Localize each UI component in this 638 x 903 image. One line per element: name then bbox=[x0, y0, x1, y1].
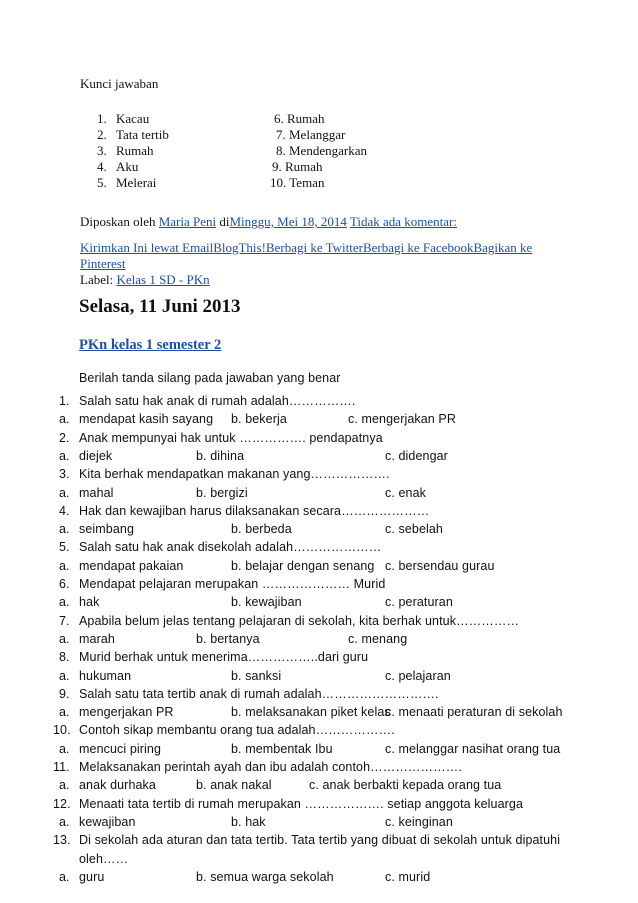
question-text: Salah satu hak anak di rumah adalah……………. bbox=[79, 394, 356, 408]
option-a: mendapat pakaian bbox=[79, 558, 184, 573]
instruction-text: Berilah tanda silang pada jawaban yang benar bbox=[79, 371, 341, 385]
option-a: mengerjakan PR bbox=[79, 705, 174, 720]
key-word: Kacau bbox=[116, 111, 150, 126]
question-text: Contoh sikap membantu orang tua adalah………………. bbox=[79, 723, 395, 738]
question-text: Salah satu hak anak disekolah adalah………………… bbox=[79, 540, 382, 555]
post-date-link[interactable]: Minggu, Mei 18, 2014 bbox=[229, 214, 347, 229]
author-link[interactable]: Maria Peni bbox=[158, 214, 217, 229]
key-right-item: 6. Rumah bbox=[274, 111, 325, 126]
question-number: 4. bbox=[59, 503, 70, 518]
option-letter: a. bbox=[59, 778, 70, 793]
question-number: 12. bbox=[53, 796, 71, 811]
option-letter: a. bbox=[59, 558, 70, 573]
key-num: 1. bbox=[97, 111, 107, 126]
option-letter: a. bbox=[59, 448, 70, 463]
question-number: 10. bbox=[53, 723, 71, 738]
comments-link[interactable]: Tidak ada komentar: bbox=[349, 214, 458, 229]
option-b: b. hak bbox=[231, 814, 266, 829]
option-c: c. peraturan bbox=[385, 595, 453, 610]
option-c: c. murid bbox=[385, 869, 431, 884]
option-c: c. menaati peraturan di sekolah bbox=[385, 705, 563, 720]
option-c: c. didengar bbox=[385, 448, 448, 463]
label-link[interactable]: Kelas 1 SD - PKn bbox=[116, 272, 210, 287]
question-text: Hak dan kewajiban harus dilaksanakan secara………………… bbox=[79, 503, 430, 518]
option-letter: a. bbox=[59, 595, 70, 610]
option-b: b. semua warga sekolah bbox=[196, 869, 334, 884]
key-word: Rumah bbox=[116, 143, 154, 158]
option-letter: a. bbox=[59, 631, 70, 646]
question-number: 3. bbox=[59, 467, 70, 482]
question-number: 1. bbox=[59, 394, 70, 408]
question-text: Anak mempunyai hak untuk ……………. pendapatnya bbox=[79, 430, 383, 445]
option-a: diejek bbox=[79, 448, 113, 463]
post-labels bbox=[80, 272, 210, 288]
option-b: b. belajar dengan senang bbox=[231, 558, 375, 573]
option-a: marah bbox=[79, 631, 115, 646]
option-letter: a. bbox=[59, 741, 70, 756]
option-letter: a. bbox=[59, 705, 70, 720]
question-number: 6. bbox=[59, 577, 70, 591]
key-num: 4. bbox=[97, 159, 107, 174]
option-c: c. sebelah bbox=[385, 522, 443, 537]
option-b: b. membentak Ibu bbox=[231, 741, 333, 756]
date-header: Selasa, 11 Juni 2013 bbox=[79, 296, 241, 317]
question-text: Mendapat pelajaran merupakan ………………… Murid bbox=[79, 577, 386, 591]
key-right-item: 8. Mendengarkan bbox=[276, 143, 367, 158]
option-b: b. sanksi bbox=[231, 668, 282, 683]
question-text: Di sekolah ada aturan dan tata tertib. Tata tertib yang dibuat di sekolah untuk dipatuhi bbox=[79, 833, 561, 848]
option-a: guru bbox=[79, 869, 105, 884]
key-right-item: 7. Melanggar bbox=[276, 127, 346, 142]
option-b: b. anak nakal bbox=[196, 778, 272, 793]
option-a: hukuman bbox=[79, 668, 132, 683]
option-b: b. bertanya bbox=[196, 631, 260, 646]
option-a: mendapat kasih sayang bbox=[79, 412, 214, 427]
share-links-row[interactable]: Kirimkan Ini lewat EmailBlogThis!Berbagi ke TwitterBerbagi ke FacebookBagikan ke bbox=[80, 240, 533, 255]
option-letter: a. bbox=[59, 668, 70, 683]
key-right-item: 10. Teman bbox=[270, 175, 325, 190]
key-word: Melerai bbox=[116, 175, 157, 190]
share-links-cont bbox=[80, 256, 126, 272]
option-b: b. dihina bbox=[196, 448, 245, 463]
key-word: Tata tertib bbox=[116, 127, 169, 142]
question-number: 8. bbox=[59, 650, 70, 665]
option-b: b. kewajiban bbox=[231, 595, 302, 610]
key-right-item: 9. Rumah bbox=[272, 159, 323, 174]
option-letter: a. bbox=[59, 485, 70, 500]
question-number: 2. bbox=[59, 430, 70, 445]
question-text: Menaati tata tertib di rumah merupakan ………………. setiap anggota keluarga bbox=[79, 796, 524, 811]
option-b: b. bekerja bbox=[231, 412, 287, 427]
option-letter: a. bbox=[59, 869, 70, 884]
question-number: 7. bbox=[59, 613, 70, 628]
date-prefix: di bbox=[219, 214, 230, 229]
post-title-link[interactable]: PKn kelas 1 semester 2 bbox=[79, 337, 222, 353]
option-a: mahal bbox=[79, 485, 114, 500]
question-number: 5. bbox=[59, 540, 70, 555]
question-number: 11. bbox=[53, 760, 70, 774]
option-c: c. menang bbox=[348, 631, 408, 646]
question-text: Melaksanakan perintah ayah dan ibu adalah contoh…………………. bbox=[79, 760, 462, 774]
question-text-continued: oleh…… bbox=[79, 851, 129, 866]
share-links bbox=[80, 240, 532, 256]
option-a: anak durhaka bbox=[79, 778, 156, 793]
option-c: c. melanggar nasihat orang tua bbox=[385, 741, 561, 756]
question-number: 9. bbox=[59, 686, 70, 701]
key-num: 5. bbox=[97, 175, 107, 190]
option-b: b. bergizi bbox=[196, 485, 248, 500]
option-c: c. keinginan bbox=[385, 814, 453, 829]
key-num: 2. bbox=[97, 127, 107, 142]
option-letter: a. bbox=[59, 522, 70, 537]
option-c: c. anak berbakti kepada orang tua bbox=[309, 778, 502, 793]
question-text: Salah satu tata tertib anak di rumah adalah………………………. bbox=[79, 686, 439, 701]
option-c: c. enak bbox=[385, 485, 427, 500]
option-a: seimbang bbox=[79, 522, 134, 537]
question-text: Kita berhak mendapatkan makanan yang………………. bbox=[79, 467, 390, 482]
option-c: c. bersendau gurau bbox=[385, 558, 495, 573]
option-letter: a. bbox=[59, 412, 70, 427]
post-meta-line bbox=[80, 214, 457, 230]
question-number: 13. bbox=[53, 833, 71, 848]
option-a: hak bbox=[79, 595, 100, 610]
option-b: b. melaksanakan piket kelas bbox=[231, 705, 391, 720]
option-a: mencuci piring bbox=[79, 741, 161, 756]
answer-key-title: Kunci jawaban bbox=[80, 76, 159, 91]
key-word: Aku bbox=[116, 159, 139, 174]
question-text: Murid berhak untuk menerima……………..dari guru bbox=[79, 650, 369, 665]
share-pinterest-link[interactable]: Pinterest bbox=[80, 256, 126, 271]
option-a: kewajiban bbox=[79, 814, 136, 829]
option-b: b. berbeda bbox=[231, 522, 292, 537]
option-letter: a. bbox=[59, 814, 70, 829]
label-prefix: Label: bbox=[80, 272, 114, 287]
option-c: c. mengerjakan PR bbox=[348, 412, 456, 427]
option-c: c. pelajaran bbox=[385, 668, 451, 683]
question-text: Apabila belum jelas tentang pelajaran di sekolah, kita berhak untuk…………… bbox=[79, 613, 520, 628]
key-num: 3. bbox=[97, 143, 107, 158]
posted-by-label: Diposkan oleh bbox=[80, 214, 156, 229]
